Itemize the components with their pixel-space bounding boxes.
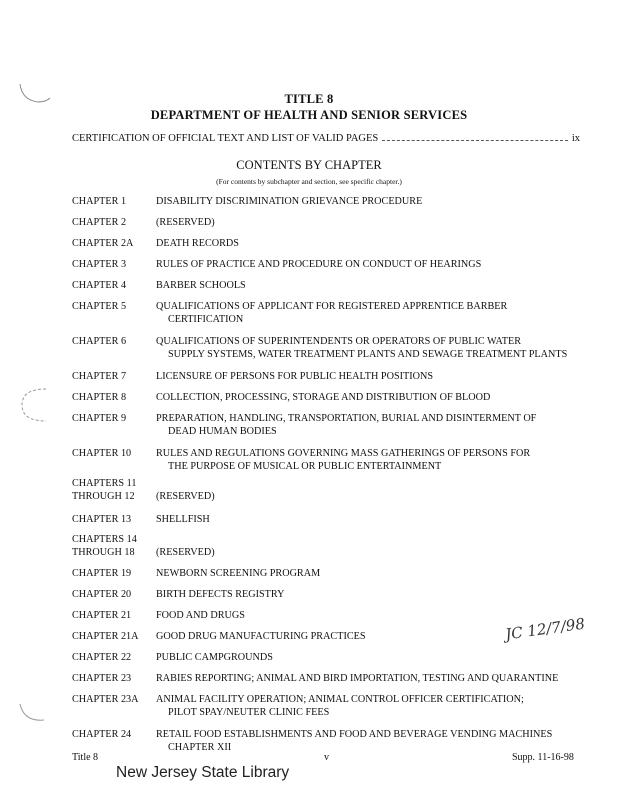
- chapter-title: [156, 195, 596, 208]
- chapter-title-line: RULES AND REGULATIONS GOVERNING MASS GATHERINGS OF PERSONS FOR: [156, 448, 531, 459]
- chapter-title-line: QUALIFICATIONS OF SUPERINTENDENTS OR OPERATORS OF PUBLIC WATER: [156, 336, 521, 347]
- chapter-label: CHAPTER 9: [72, 413, 127, 424]
- chapter-label: THROUGH 12: [72, 491, 135, 502]
- certification-page: ix: [571, 133, 580, 144]
- title-number: TITLE 8: [284, 92, 334, 106]
- chapter-label: CHAPTER 19: [72, 568, 132, 579]
- chapter-title-line: PILOT SPAY/NEUTER CLINIC FEES: [168, 707, 330, 718]
- chapter-label: CHAPTER 21A: [72, 631, 139, 642]
- chapter-title-line: SUPPLY SYSTEMS, WATER TREATMENT PLANTS AND SEWAGE TREATMENT PLANTS: [168, 349, 568, 360]
- certification-line: [72, 133, 580, 144]
- chapter-label: CHAPTER 10: [72, 448, 132, 459]
- chapter-title: [156, 693, 596, 719]
- chapter-label: CHAPTER 5: [72, 301, 127, 312]
- chapter-title: [156, 258, 596, 271]
- chapter-title: [156, 672, 596, 685]
- chapter-title: [156, 728, 596, 754]
- handwritten-initials: JC 12/7/98: [504, 614, 586, 644]
- scan-mark-bottom-left: [14, 700, 54, 730]
- punch-hole-mark: [16, 385, 56, 425]
- chapter-title: [156, 391, 596, 404]
- chapter-label: CHAPTER 2: [72, 217, 127, 228]
- chapter-label: CHAPTERS 11: [72, 478, 137, 489]
- chapter-title: [156, 567, 596, 580]
- chapter-label: CHAPTER 24: [72, 729, 132, 740]
- chapter-title-line: ANIMAL FACILITY OPERATION; ANIMAL CONTROL OFFICER CERTIFICATION;: [156, 694, 524, 705]
- chapter-label: CHAPTER 1: [72, 196, 127, 207]
- chapter-title: [156, 513, 596, 526]
- chapter-label: CHAPTER 8: [72, 392, 127, 403]
- chapter-title-line: (RESERVED): [156, 217, 215, 228]
- chapter-title-line: (RESERVED): [156, 547, 215, 558]
- chapter-title-line: THE PURPOSE OF MUSICAL OR PUBLIC ENTERTAINMENT: [168, 461, 442, 472]
- chapter-title-line: QUALIFICATIONS OF APPLICANT FOR REGISTERED APPRENTICE BARBER: [156, 301, 508, 312]
- chapter-label: CHAPTER 6: [72, 336, 127, 347]
- certification-text: CERTIFICATION OF OFFICIAL TEXT AND LIST OF VALID PAGES: [72, 133, 379, 144]
- chapter-title-line: RETAIL FOOD ESTABLISHMENTS AND FOOD AND BEVERAGE VENDING MACHINES: [156, 729, 553, 740]
- chapter-title-line: COLLECTION, PROCESSING, STORAGE AND DISTRIBUTION OF BLOOD: [156, 392, 491, 403]
- chapter-title: [156, 609, 596, 622]
- chapter-title: [156, 335, 596, 361]
- leader-dots: [382, 139, 568, 141]
- chapter-title-line: (RESERVED): [156, 491, 215, 502]
- chapter-title: [156, 490, 596, 503]
- chapter-title-line: GOOD DRUG MANUFACTURING PRACTICES: [156, 631, 366, 642]
- chapter-title-line: DEATH RECORDS: [156, 238, 239, 249]
- chapter-title: [156, 412, 596, 438]
- contents-heading: CONTENTS BY CHAPTER: [236, 158, 382, 172]
- chapter-title: [156, 237, 596, 250]
- chapter-label: CHAPTERS 14: [72, 534, 137, 545]
- chapter-title: [156, 279, 596, 292]
- chapter-label: CHAPTER 23A: [72, 694, 139, 705]
- chapter-title-line: DEAD HUMAN BODIES: [168, 426, 277, 437]
- chapter-title-line: PREPARATION, HANDLING, TRANSPORTATION, BURIAL AND DISINTERMENT OF: [156, 413, 537, 424]
- footer-supplement-date: Supp. 11-16-98: [512, 752, 574, 763]
- chapter-label: CHAPTER 23: [72, 673, 132, 684]
- chapter-label: CHAPTER 3: [72, 259, 127, 270]
- chapter-title: [156, 546, 596, 559]
- chapter-title: [156, 370, 596, 383]
- chapter-title-line: CHAPTER XII: [168, 742, 232, 753]
- chapter-title-line: RULES OF PRACTICE AND PROCEDURE ON CONDUCT OF HEARINGS: [156, 259, 482, 270]
- chapter-title-line: LICENSURE OF PERSONS FOR PUBLIC HEALTH POSITIONS: [156, 371, 433, 382]
- chapter-title: [156, 447, 596, 473]
- chapter-title: [156, 651, 596, 664]
- chapter-label: CHAPTER 20: [72, 589, 132, 600]
- library-stamp: New Jersey State Library: [116, 764, 290, 781]
- chapter-title-line: BIRTH DEFECTS REGISTRY: [156, 589, 285, 600]
- footer-page-number: v: [324, 752, 329, 763]
- department-name: DEPARTMENT OF HEALTH AND SENIOR SERVICES: [150, 108, 468, 122]
- chapter-title-line: RABIES REPORTING; ANIMAL AND BIRD IMPORTATION, TESTING AND QUARANTINE: [156, 673, 559, 684]
- chapter-label: CHAPTER 7: [72, 371, 127, 382]
- chapter-label: CHAPTER 4: [72, 280, 127, 291]
- chapter-title-line: NEWBORN SCREENING PROGRAM: [156, 568, 321, 579]
- chapter-title-line: CERTIFICATION: [168, 314, 244, 325]
- chapter-label: CHAPTER 2A: [72, 238, 134, 249]
- contents-note: (For contents by subchapter and section, see specific chapter.): [216, 177, 402, 186]
- chapter-title-line: DISABILITY DISCRIMINATION GRIEVANCE PROCEDURE: [156, 196, 423, 207]
- chapter-title-line: FOOD AND DRUGS: [156, 610, 245, 621]
- chapter-title: [156, 216, 596, 229]
- chapter-label: CHAPTER 13: [72, 514, 132, 525]
- chapter-title: [156, 588, 596, 601]
- chapter-title-line: PUBLIC CAMPGROUNDS: [156, 652, 273, 663]
- chapter-label: THROUGH 18: [72, 547, 135, 558]
- chapter-label: CHAPTER 21: [72, 610, 132, 621]
- chapter-label: CHAPTER 22: [72, 652, 132, 663]
- chapter-title-line: SHELLFISH: [156, 514, 210, 525]
- footer-title: Title 8: [72, 752, 99, 763]
- chapter-title: [156, 300, 596, 326]
- chapter-title-line: BARBER SCHOOLS: [156, 280, 246, 291]
